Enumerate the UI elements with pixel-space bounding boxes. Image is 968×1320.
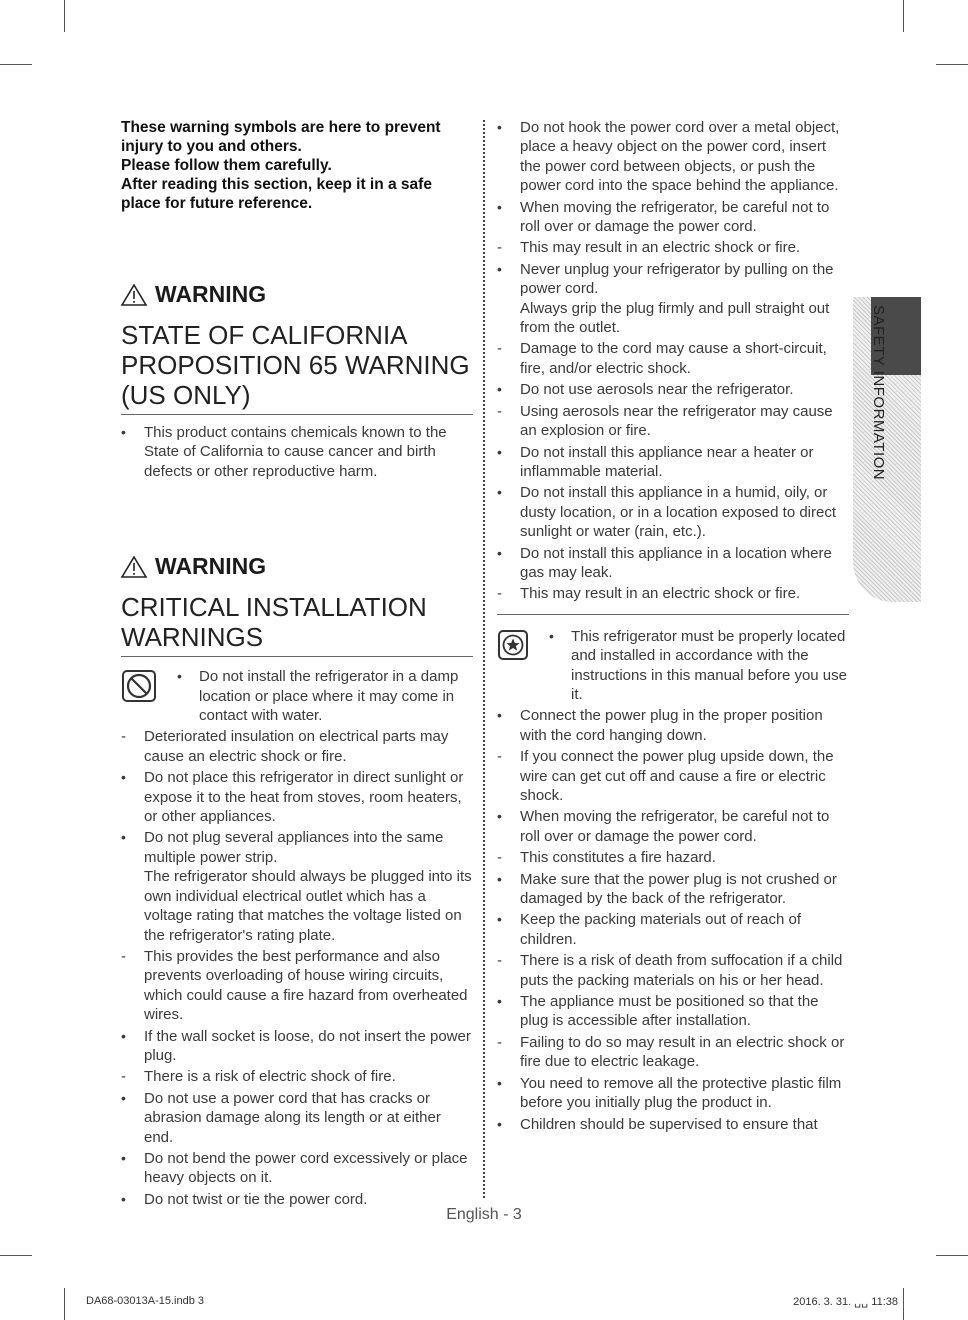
list-item: • Never unplug your refrigerator by pulling on the power cord. Always grip the plug firmly and pull straight out from the outlet. bbox=[497, 260, 849, 338]
list-item: • Do not install the refrigerator in a damp location or place where it may come in contact with water. bbox=[177, 667, 473, 725]
section-title bbox=[121, 592, 473, 657]
list-item: • Do not place this refrigerator in direct sunlight or expose it to the heat from stoves, room heaters, or other appliances. bbox=[121, 768, 473, 826]
prohibition-icon bbox=[121, 669, 157, 703]
list-item: • Do not bend the power cord excessively or place heavy objects on it. bbox=[121, 1149, 473, 1188]
list-item: • This product contains chemicals known to the State of California to cause cancer and birth defects or other reproductive harm. bbox=[121, 423, 473, 481]
crop-mark bbox=[0, 64, 32, 65]
prohibition-list bbox=[177, 667, 473, 727]
list-item: • You need to remove all the protective plastic film before you initially plug the product in. bbox=[497, 1074, 849, 1113]
star-note-icon bbox=[497, 629, 529, 661]
side-tab bbox=[853, 297, 921, 602]
footer-file: DA68-03013A-15.indb 3 bbox=[86, 1295, 205, 1307]
list-item: • Do not install this appliance in a location where gas may leak. bbox=[497, 544, 849, 583]
list-item: • This refrigerator must be properly located and installed in accordance with the instructions in this manual before you use it. bbox=[549, 627, 849, 705]
title-line: PROPOSITION 65 WARNING bbox=[121, 350, 470, 380]
intro-line: place for future reference. bbox=[121, 195, 313, 212]
list-item: • Keep the packing materials out of reach of children. bbox=[497, 910, 849, 949]
intro-line: After reading this section, keep it in a safe bbox=[121, 176, 432, 193]
list-item: - Failing to do so may result in an electric shock or fire due to electric leakage. bbox=[497, 1033, 849, 1072]
prohibition-row bbox=[121, 667, 473, 727]
list-item: • Make sure that the power plug is not crushed or damaged by the back of the refrigerator. bbox=[497, 870, 849, 909]
section-divider bbox=[497, 614, 849, 615]
section-title bbox=[121, 320, 473, 415]
warning-triangle-icon bbox=[121, 556, 147, 578]
crop-mark bbox=[64, 1288, 65, 1320]
list-item: - This constitutes a fire hazard. bbox=[497, 848, 849, 867]
intro-line: These warning symbols are here to prevent bbox=[121, 119, 441, 136]
crop-mark bbox=[64, 0, 65, 32]
list-item: - This may result in an electric shock or fire. bbox=[497, 584, 849, 603]
title-line: STATE OF CALIFORNIA bbox=[121, 320, 408, 350]
list-item: - There is a risk of death from suffocation if a child puts the packing materials on his or her head. bbox=[497, 951, 849, 990]
cord-list bbox=[497, 118, 849, 604]
list-item: - Damage to the cord may cause a short-circuit, fire, and/or electric shock. bbox=[497, 339, 849, 378]
title-line: CRITICAL INSTALLATION bbox=[121, 592, 427, 623]
install-list bbox=[497, 706, 849, 1134]
intro-line: Please follow them carefully. bbox=[121, 157, 332, 174]
title-line: WARNINGS bbox=[121, 622, 264, 653]
important-list bbox=[549, 627, 849, 707]
list-item: - This provides the best performance and also prevents overloading of house wiring circuits, which could cause a fire hazard from overheated wires. bbox=[121, 947, 473, 1025]
list-item: • Children should be supervised to ensure that bbox=[497, 1115, 849, 1134]
warning-label: WARNING bbox=[155, 553, 267, 580]
list-item: - There is a risk of electric shock of fire. bbox=[121, 1067, 473, 1086]
list-item: • Do not use a power cord that has cracks or abrasion damage along its length or at either end. bbox=[121, 1089, 473, 1147]
warning-label: WARNING bbox=[155, 281, 267, 307]
crop-mark bbox=[0, 1255, 32, 1256]
list-item: - If you connect the power plug upside down, the wire can get cut off and cause a fire or electric shock. bbox=[497, 747, 849, 805]
critical-list bbox=[121, 727, 473, 1209]
crop-mark bbox=[903, 1288, 904, 1320]
list-item: • Do not twist or tie the power cord. bbox=[121, 1190, 473, 1209]
list-item: • Do not plug several appliances into the same multiple power strip. The refrigerator should always be plugged into its own individual electrical outlet which has a voltage rating that matches the voltage listed on the refrigerator's rating plate. bbox=[121, 828, 473, 944]
crop-mark bbox=[936, 64, 968, 65]
left-column bbox=[121, 118, 473, 1211]
list-item: • The appliance must be positioned so that the plug is accessible after installation. bbox=[497, 992, 849, 1031]
list-item: - This may result in an electric shock or fire. bbox=[497, 238, 849, 257]
list-item: - Using aerosols near the refrigerator may cause an explosion or fire. bbox=[497, 402, 849, 441]
prop65-list bbox=[121, 423, 473, 481]
list-item: • When moving the refrigerator, be careful not to roll over or damage the power cord. bbox=[497, 198, 849, 237]
warning-heading bbox=[121, 553, 473, 580]
list-item: • Connect the power plug in the proper position with the cord hanging down. bbox=[497, 706, 849, 745]
side-tab-label: SAFETY INFORMATION bbox=[870, 305, 887, 481]
intro-text bbox=[121, 118, 473, 213]
crop-mark bbox=[936, 1255, 968, 1256]
title-line: (US ONLY) bbox=[121, 380, 251, 410]
column-divider bbox=[483, 120, 485, 1198]
right-column bbox=[497, 118, 849, 1136]
list-item: • Do not hook the power cord over a metal object, place a heavy object on the power cord, insert the power cord between objects, or push the power cord into the space behind the appliance. bbox=[497, 118, 849, 196]
intro-line: injury to you and others. bbox=[121, 138, 302, 155]
list-item: • Do not install this appliance in a humid, oily, or dusty location, or in a location exposed to direct sunlight or water (rain, etc.). bbox=[497, 483, 849, 541]
important-row bbox=[497, 627, 849, 707]
list-item: - Deteriorated insulation on electrical parts may cause an electric shock or fire. bbox=[121, 727, 473, 766]
warning-heading bbox=[121, 281, 473, 308]
page-number: English - 3 bbox=[446, 1206, 522, 1223]
list-item: • When moving the refrigerator, be careful not to roll over or damage the power cord. bbox=[497, 807, 849, 846]
warning-triangle-icon bbox=[121, 284, 147, 306]
list-item: • Do not use aerosols near the refrigerator. bbox=[497, 380, 849, 399]
list-item: • If the wall socket is loose, do not insert the power plug. bbox=[121, 1027, 473, 1066]
list-item: • Do not install this appliance near a heater or inflammable material. bbox=[497, 443, 849, 482]
crop-mark bbox=[903, 0, 904, 32]
footer-date: 2016. 3. 31. ␣␣ 11:38 bbox=[793, 1296, 898, 1308]
